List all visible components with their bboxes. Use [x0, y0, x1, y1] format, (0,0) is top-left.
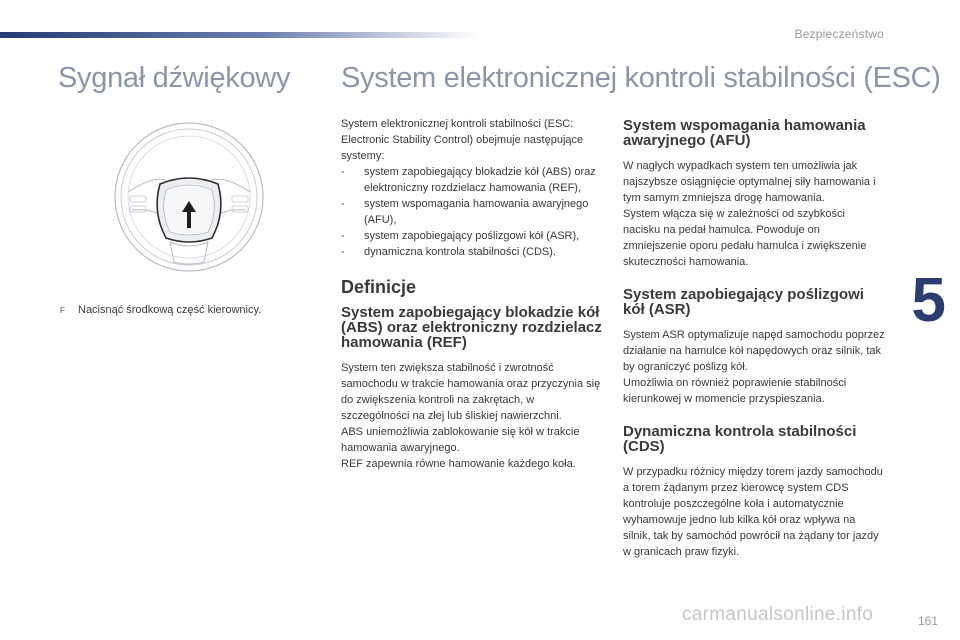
- abs-paragraph: System ten zwiększa stabilność i zwrotność samochodu w trakcie hamowania oraz przyczynia się do zwiększenia kontroli na zakrętach, w szczególności na złej lub śliskiej nawierzchni.: [341, 362, 601, 422]
- chapter-number: 5: [911, 266, 946, 335]
- list-item-text: system wspomagania hamowania awaryjnego (AFU),: [364, 198, 589, 226]
- horn-title: Sygnał dźwiękowy: [58, 62, 291, 94]
- horn-instruction-text: Nacisnąć środkową część kierownicy.: [78, 304, 262, 316]
- afu-heading: System wspomagania hamowania awaryjnego (AFU): [623, 117, 866, 149]
- list-dash: -: [341, 198, 345, 210]
- bullet-marker: F: [60, 306, 65, 315]
- esc-title: System elektronicznej kontroli stabilności (ESC): [341, 62, 941, 94]
- afu-paragraph: W nagłych wypadkach system ten umożliwia jak najszybsze osiągnięcie optymalnej siły hamowania i tym samym zmniejsza drogę hamowania.: [623, 160, 876, 204]
- abs-heading: System zapobiegający blokadzie kół (ABS) oraz elektroniczny rozdzielacz hamowania (REF): [341, 304, 602, 351]
- steering-wheel-icon: [112, 120, 266, 274]
- page-number: 161: [917, 614, 938, 628]
- watermark: carmanualsonline.info: [682, 604, 874, 625]
- list-dash: -: [341, 230, 345, 242]
- list-item: [341, 196, 603, 228]
- definitions-heading: Definicje: [341, 277, 417, 297]
- esc-definitions-column: [623, 118, 885, 560]
- abs-paragraph: REF zapewnia równe hamowanie każdego koła.: [341, 458, 576, 470]
- list-item: [341, 228, 603, 244]
- asr-paragraph: Umożliwia on również poprawienie stabilności kierunkowej w momencie przyspieszania.: [623, 377, 847, 405]
- list-item-text: system zapobiegający poślizgowi kół (ASR),: [364, 230, 580, 242]
- afu-paragraph: System włącza się w zależności od szybkości nacisku na pedał hamulca. Powoduje on zmniejszenie oporu pedału hamulca i zwiększenie skuteczności hamowania.: [623, 208, 867, 268]
- list-item: [341, 244, 603, 260]
- header-color-bar: [0, 32, 480, 38]
- abs-paragraph: ABS uniemożliwia zablokowanie się kół w trakcie hamowania awaryjnego.: [341, 426, 580, 454]
- list-item-text: dynamiczna kontrola stabilności (CDS).: [364, 246, 556, 258]
- list-dash: -: [341, 246, 345, 258]
- cds-paragraph: W przypadku różnicy między torem jazdy samochodu a torem żądanym przez kierowcę system CDS kontroluje poszczególne koła i automatycznie wyhamowuje jedno lub kilka kół oraz wpływa na silnik, tak by samochód powrócił na żądany tor jazdy w granicach praw fizyki.: [623, 466, 883, 558]
- asr-heading: System zapobiegający poślizgowi kół (ASR): [623, 286, 864, 318]
- list-dash: -: [341, 166, 345, 178]
- esc-column: [341, 116, 603, 472]
- list-item-text: system zapobiegający blokadzie kół (ABS) oraz elektroniczny rozdzielacz hamowania (REF),: [364, 166, 596, 194]
- list-item: [341, 164, 603, 196]
- horn-instruction: [60, 304, 261, 316]
- cds-heading: Dynamiczna kontrola stabilności (CDS): [623, 423, 857, 455]
- asr-paragraph: System ASR optymalizuje napęd samochodu poprzez działanie na hamulce kół napędowych oraz silnik, tak by ograniczyć poślizg kół.: [623, 329, 885, 373]
- esc-systems-list: [341, 164, 603, 260]
- esc-intro: System elektronicznej kontroli stabilności (ESC: Electronic Stability Control) obejmuje następujące systemy:: [341, 118, 584, 162]
- section-label: Bezpieczeństwo: [794, 27, 884, 41]
